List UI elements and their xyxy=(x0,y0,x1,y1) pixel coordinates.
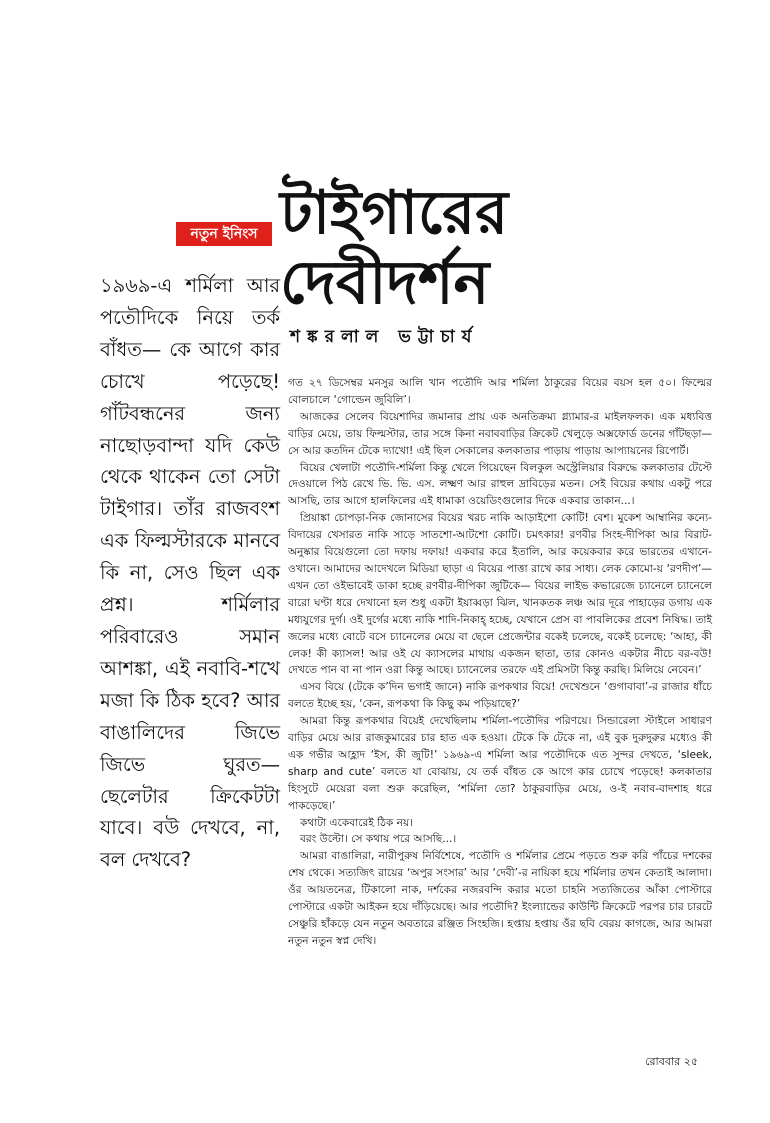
body-paragraph: প্রিয়াঙ্কা চোপড়া-নিক জোনাসের বিয়ের খরচ নাকি আড়াইশো কোটি! বেশ। মুকেশ আম্বানির কন্যে-বিদায়ের খেসারত নাকি সাড়ে সাতশো-আটশো কোটি। চমৎকার! রণবীর সিংহ-দীপিকা আর বিরাট-অনুষ্কার বিয়েগুলো তো দফায় দফায়! একবার করে ইতালি, আর কয়েকবার করে ভারতের এখানে-ওখানে। আমাদের আদেখলে মিডিয়া ছাড়া এ বিয়ের পাত্তা রাখে কার সাধ্য। লেক কোমো-য় ‘রণদীপ’— এখন তো ওইভাবেই ডাকা হচ্ছে রণবীর-দীপিকা জুটিকে— বিয়ের লাইভ কভারেজে চ্যানেলে চ্যানেলে বারো ঘণ্টা ধরে দেখানো হল শুধু একটা ইয়াব্বড়া ঝিল, খানকতক লঞ্চ আর দূরে পাহাড়ের ডগায় এক মধ্যযুগের দুর্গ। ওই দুর্গের মধ্যে নাকি শাদি-নিকাহ্‌ হচ্ছে, যেখানে প্রেস বা পাবলিকের প্রবেশ নিষিদ্ধ। তাই জলের মধ্যে বোটে বসে চ্যানেলের মেয়ে বা ছেলে প্রেজেন্টার বকেই চলেছে, বকেই চলেছে: ‘আহা, কী লেক! কী ক্যাসল! আর ওই যে ক্যাসলের মাথায় একজন ছাতা, তার কোনও একটার নীচে বর-বউ! দেখতে পান বা না পান ওরা কিন্তু আছে। চ্যানেলের তরফে এই প্রমিসটা কিন্তু করছি। মিলিয়ে নেবেন।’ xyxy=(288,512,712,677)
body-paragraph: এসব বিয়ে (টেকে ক’দিন ভগাই জানে) নাকি রূপকথার বিয়ে! দেখেশুনে ‘গুগাবাবা’-র রাজার ধাঁচে বলতে ইচ্ছে হয়, ‘কেন, রূপকথা কি কিছু কম পড়িয়াছে?’ xyxy=(288,681,712,711)
body-paragraph: কথাটা একেবারেই ঠিক নয়। xyxy=(300,816,414,829)
article-title xyxy=(280,178,750,318)
body-paragraph: বরং উল্টো। সে কথায় পরে আসছি...। xyxy=(300,833,457,846)
body-paragraph: বিয়ের খেলাটা পতৌদি-শর্মিলা কিন্তু খেলে গিয়েছেন বিলকুল অস্ট্রেলিয়ার বিরুদ্ধে কলকাতার টেস্টে দেওয়ালে পিঠ রেখে ভি. ভি. এস. লক্ষ্মণ আর রাহুল দ্রাবিড়ের মতন। সেই বিয়ের কথায় একটু পরে আসছি, তার আগে হালফিলের এই ধামাকা ওয়েডিংগুলোর দিকে একবার তাকান...। xyxy=(288,461,712,508)
page-footer: রোববার ২৫ xyxy=(645,1055,698,1068)
title-line-2: দেবীদর্শন xyxy=(280,248,490,318)
pull-quote: ১৯৬৯-এ শর্মিলা আর পতৌদিকে নিয়ে তর্ক বাঁধত— কে আগে কার চোখে পড়েছে! গাঁটবন্ধনের জন্য নাছোড়বান্দা যদি কেউ থেকে থাকেন তো সেটা টাইগার। তাঁর রাজবংশ এক ফিল্মস্টারকে মানবে কি না, সেও ছিল এক প্রশ্ন। শর্মিলার পরিবারেও সমান আশঙ্কা, এই নবাবি-শখে মজা কি ঠিক হবে? আর বাঙালিদের জিভে জিভে ঘুরত— ছেলেটার ক্রিকেটটা যাবে। বউ দেখবে, না, বল দেখবে? xyxy=(100,274,280,872)
title-line-1: টাইগারের xyxy=(280,178,509,248)
author-byline: শঙ্করলাল ভট্টাচার্য xyxy=(290,327,479,347)
body-paragraph: আমরা কিন্তু রূপকথার বিয়েই দেখেছিলাম শর্মিলা-পতৌদির পরিণয়ে। সিন্ডারেলা স্টাইলে সাধারণ বাড়ির মেয়ে আর রাজকুমারের চার হাত এক হওয়া। টেকে কি টেকে না, এই বুক দুরুদুরুর মধ্যেও কী এক গভীর আহ্লাদ ‘ইস, কী জুটি!’ ১৯৬৯-এ শর্মিলা আর পতৌদিকে এত সুন্দর দেখতে, ‘sleek, sharp and cute’ বলতে যা বোঝায়, যে তর্ক বাঁধত কে আগে কার চোখে পড়েছে! কলকাতার হিংসুটে মেয়েরা বলা শুরু করেছিল, ‘শর্মিলা তো? ঠাকুরবাড়ির মেয়ে, ও-ই নবাব-বাদশাহ ধরে পাকড়েছে।’ xyxy=(288,715,712,812)
article-body xyxy=(288,375,712,950)
body-paragraph: গত ২৭ ডিসেম্বর মনসুর আলি খান পতৌদি আর শর্মিলা ঠাকুরের বিয়ের বয়স হল ৫০। ফিল্মের বোলচালে ‘গোল্ডেন জুবিলি’। xyxy=(288,377,712,406)
body-paragraph: আমরা বাঙালিরা, নারীপুরুষ নির্বিশেষে, পতৌদি ও শর্মিলার প্রেমে পড়তে শুরু করি পাঁচের দশকের শেষ থেকে। সত্যজিৎ রায়ের ‘অপুর সংসার’ আর ‘দেবী’-র নায়িকা হয়ে শর্মিলার তখন কেতাই আলাদা। ওঁর আয়তনেত্র, টিকালো নাক, দর্শকের নজরবন্দি করার মতো চাহনি সত্যজিতের আঁকা পোস্টারে পোস্টারে একটা আইকন হয়ে দাঁড়িয়েছে। আর পতৌদি? ইংল্যান্ডের কাউন্টি ক্রিকেটে পরপর চার চারটে সেঞ্চুরি হাঁকড়ে যেন নতুন অবতারে রঞ্জিত সিংহজি। হপ্তায় হপ্তায় ওঁর ছবি বেরয় কাগজে, আর আমরা নতুন নতুন স্বপ্ন দেখি। xyxy=(288,850,712,947)
section-label: নতুন ইনিংস xyxy=(176,222,272,246)
body-paragraph: আজকের সেলেব বিয়েশাদির জমানার প্রায় এক অনতিক্রম্য গ্ল্যামার-র মাইলফলক। এক মধ্যবিত্ত বাড়ির মেয়ে, তায় ফিল্মস্টার, তার সঙ্গে কিনা নবাববাড়ির ক্রিকেট খেলুড়ে অক্সফোর্ড ডনের গাঁটছড়া— সে আর কতদিন টেকে দ্যাখো! এই ছিল সেকালের কলকাতার পাড়ায় পাড়ায় আপ্যায়নের রিপোর্ট। xyxy=(288,410,712,457)
